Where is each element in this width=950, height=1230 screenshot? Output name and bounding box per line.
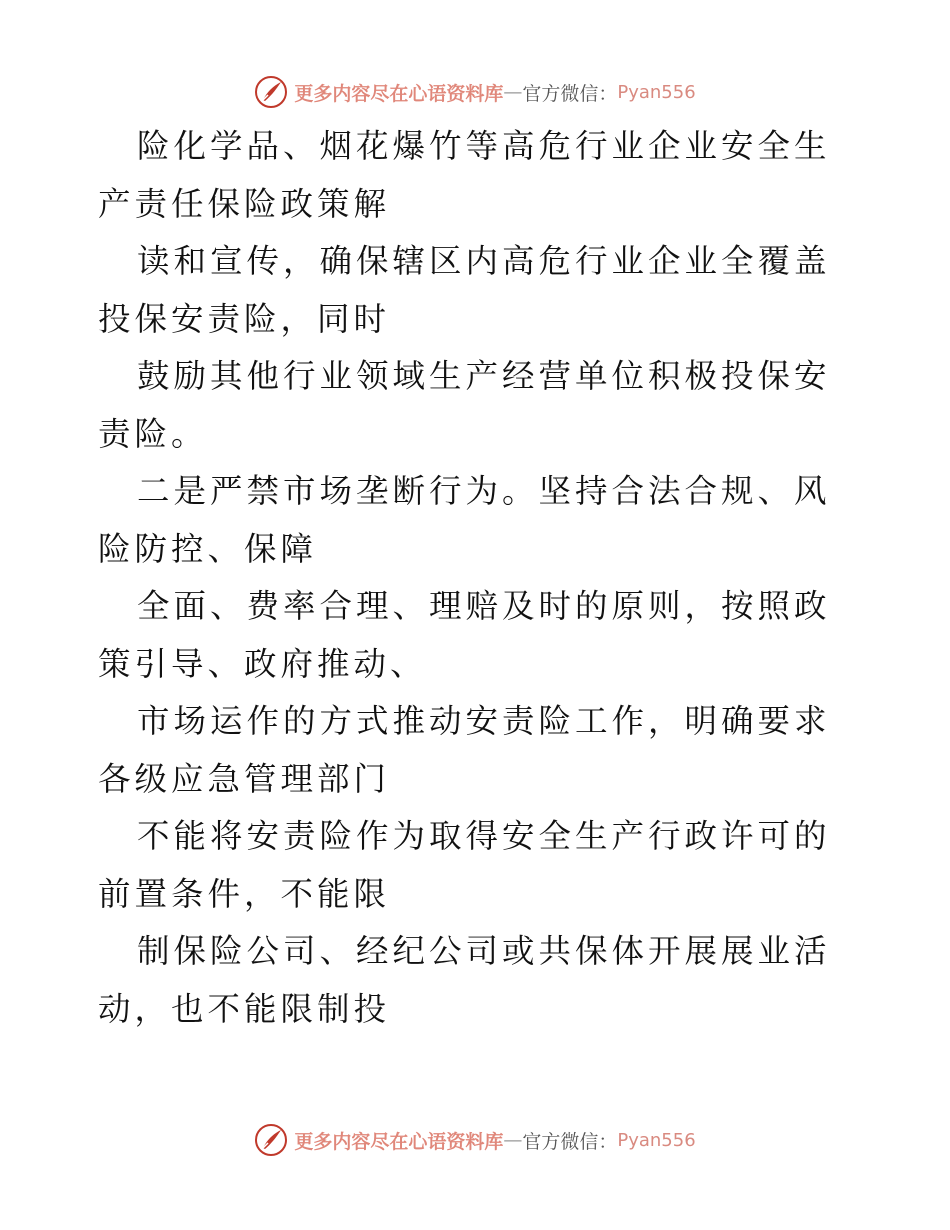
watermark-text [294,1127,695,1154]
watermark-dash: — [503,81,523,103]
paragraph-8-line-1: 制保险公司、经纪公司或共保体开展展业活动， [98,932,831,1028]
document-body [98,118,858,1038]
paragraph-3-line-2: 险。 [134,414,208,453]
watermark-wechat-id: Pyan556 [617,81,696,103]
footer-watermark [0,1120,950,1160]
watermark-wechat-label: 官方微信： [522,1130,618,1153]
quill-pen-logo-icon [254,1123,288,1157]
paragraph-1 [98,118,858,233]
paragraph-7 [98,808,858,923]
paragraph-5-line-2: 导、政府推动、 [171,644,427,683]
paragraph-6-line-2: 应急管理部门 [171,759,391,798]
paragraph-8 [98,923,858,1038]
paragraph-1-line-2: 任保险政策解 [171,184,391,223]
paragraph-2-line-1: 读和宣传，确保辖区内高危行业企业全覆盖投保 [98,242,831,338]
paragraph-3 [98,348,858,463]
paragraph-4 [98,463,858,578]
paragraph-7-line-1: 不能将安责险作为取得安全生产行政许可的前置 [98,817,831,913]
watermark-text [294,79,695,106]
watermark-site-name: 更多内容尽在心语资料库 [294,82,504,105]
quill-pen-logo-icon [254,75,288,109]
watermark-wechat-id: Pyan556 [617,1129,696,1151]
paragraph-1-line-1: 险化学品、烟花爆竹等高危行业企业安全生产责 [98,127,831,223]
paragraph-2 [98,233,858,348]
paragraph-4-line-1: 二是严禁市场垄断行为。坚持合法合规、风险防 [98,472,831,568]
paragraph-3-line-1: 鼓励其他行业领域生产经营单位积极投保安责 [98,357,831,453]
paragraph-5 [98,578,858,693]
paragraph-4-line-2: 控、保障 [171,529,318,568]
paragraph-2-line-2: 安责险，同时 [171,299,391,338]
watermark-wechat-label: 官方微信： [522,82,618,105]
paragraph-6 [98,693,858,808]
paragraph-7-line-2: 条件，不能限 [171,874,391,913]
paragraph-6-line-1: 市场运作的方式推动安责险工作，明确要求各级 [98,702,831,798]
paragraph-5-line-1: 全面、费率合理、理赔及时的原则，按照政策引 [98,587,831,683]
watermark-site-name: 更多内容尽在心语资料库 [294,1130,504,1153]
watermark-dash: — [503,1129,523,1151]
paragraph-8-line-2: 也不能限制投 [171,989,391,1028]
header-watermark [0,72,950,112]
